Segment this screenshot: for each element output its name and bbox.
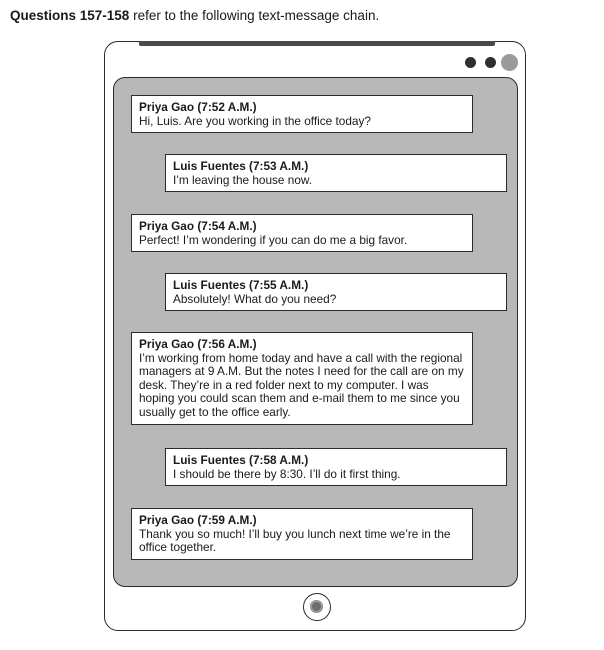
message-sender: Priya Gao (7:54 A.M.)	[139, 219, 257, 233]
message-text: I’m leaving the house now.	[173, 172, 313, 187]
message-sender: Luis Fuentes (7:53 A.M.)	[173, 159, 309, 173]
camera-icon	[501, 54, 518, 71]
tablet-device	[104, 41, 526, 631]
message-bubble	[131, 95, 473, 133]
message-text: I’m working from home today and have a call with the regional managers at 9 A.M. But the notes I need for the call are on my desk. They’re in a red folder next to my computer. I was hoping you could scan them and e-mail them to me since you usually get to the office early.	[139, 350, 464, 419]
tablet-top-bar	[139, 41, 495, 46]
message-bubble	[131, 332, 473, 425]
indicator-dot-icon	[465, 57, 476, 68]
message-text: Thank you so much! I’ll buy you lunch next time we’re in the office together.	[139, 526, 451, 555]
message-bubble	[131, 508, 473, 560]
tablet-screen	[113, 77, 518, 587]
home-button-icon	[310, 600, 323, 613]
intro-line	[10, 8, 379, 23]
home-button[interactable]	[303, 593, 331, 621]
message-text: Absolutely! What do you need?	[173, 291, 337, 306]
message-bubble	[165, 448, 507, 486]
message-bubble	[131, 214, 473, 252]
question-range: Questions 157-158	[10, 8, 130, 23]
indicator-dot-icon	[485, 57, 496, 68]
intro-text: refer to the following text-message chain.	[133, 8, 380, 23]
message-sender: Luis Fuentes (7:55 A.M.)	[173, 278, 309, 292]
message-sender: Priya Gao (7:59 A.M.)	[139, 513, 257, 527]
message-sender: Luis Fuentes (7:58 A.M.)	[173, 453, 309, 467]
message-text: Perfect! I’m wondering if you can do me a big favor.	[139, 232, 408, 247]
message-text: Hi, Luis. Are you working in the office today?	[139, 113, 371, 128]
message-sender: Priya Gao (7:52 A.M.)	[139, 100, 257, 114]
message-bubble	[165, 154, 507, 192]
message-text: I should be there by 8:30. I’ll do it first thing.	[173, 466, 401, 481]
message-sender: Priya Gao (7:56 A.M.)	[139, 337, 257, 351]
message-bubble	[165, 273, 507, 311]
